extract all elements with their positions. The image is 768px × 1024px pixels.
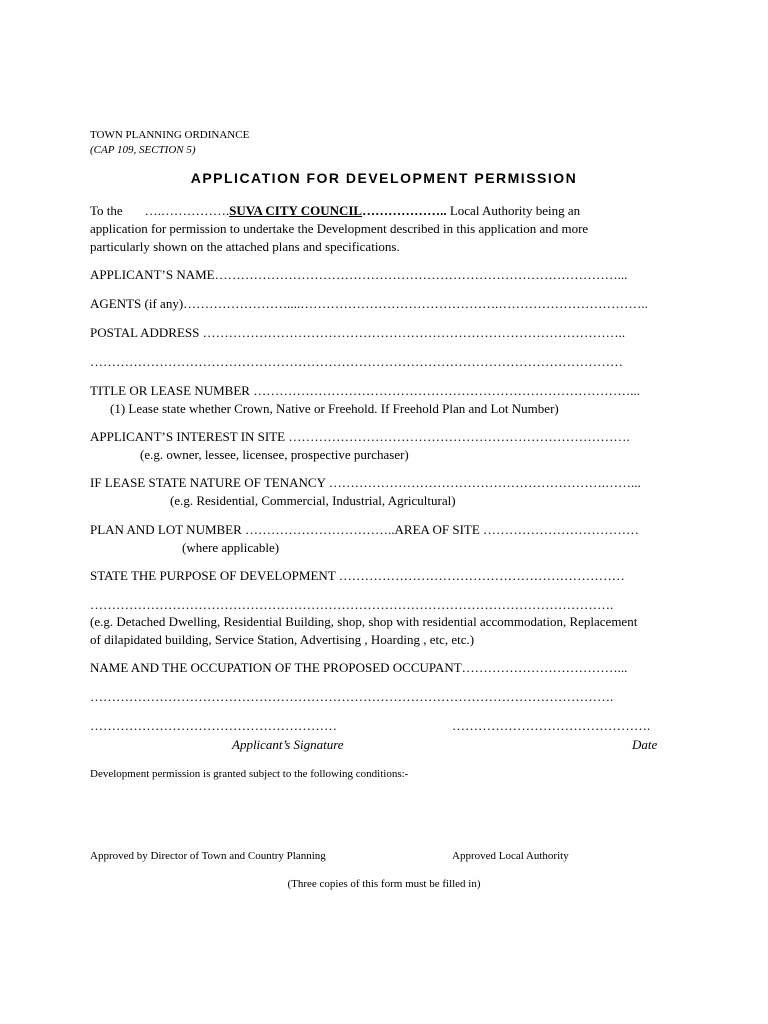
intro-dots-after: ………………..	[362, 203, 450, 218]
purpose-field[interactable]: STATE THE PURPOSE OF DEVELOPMENT …………………………………………………………	[90, 568, 625, 583]
plan-lot-note: (where applicable)	[182, 540, 280, 555]
intro-to-the: To the	[90, 203, 123, 218]
intro-line-3: particularly shown on the attached plans and specifications.	[90, 239, 400, 254]
form-title: APPLICATION FOR DEVELOPMENT PERMISSION	[190, 170, 578, 186]
date-label: Date	[632, 737, 658, 752]
occupant-field[interactable]: NAME AND THE OCCUPATION OF THE PROPOSED OCCUPANT………………………………...	[90, 660, 628, 675]
copies-note: (Three copies of this form must be filled in)	[287, 878, 481, 890]
plan-lot-field[interactable]: PLAN AND LOT NUMBER ……………………………..AREA OF SITE ………………………………	[90, 522, 640, 537]
intro-rest: Local Authority being an	[449, 203, 581, 218]
ordinance-heading: TOWN PLANNING ORDINANCE	[90, 129, 250, 141]
tenancy-note: (e.g. Residential, Commercial, Industrial, Agricultural)	[170, 493, 456, 508]
postal-address-field[interactable]: POSTAL ADDRESS ……………………………………………………………………………………..	[90, 325, 626, 340]
approved-local-authority: Approved Local Authority	[452, 850, 569, 862]
purpose-continuation[interactable]: ………………………………………………………………………………………………………….	[90, 597, 614, 612]
purpose-note-line-1: (e.g. Detached Dwelling, Residential Building, shop, shop with residential accommodation, Replacement	[90, 614, 638, 629]
council-name: SUVA CITY COUNCIL	[229, 203, 363, 218]
purpose-note-line-2: of dilapidated building, Service Station, Advertising , Hoarding , etc, etc.)	[90, 632, 475, 647]
applicant-name-field[interactable]: APPLICANT’S NAME…………………………………………………………………………………...	[90, 267, 628, 282]
approved-by-director: Approved by Director of Town and Country Planning	[90, 850, 326, 862]
occupant-continuation[interactable]: ………………………………………………………………………………………………………….	[90, 689, 614, 704]
tenancy-field[interactable]: IF LEASE STATE NATURE OF TENANCY ……………………………………………………….……...	[90, 475, 641, 490]
intro-line-1	[90, 203, 580, 219]
intro-line-2: application for permission to undertake the Development described in this application and more	[90, 221, 589, 236]
intro-dots-before: ….…………….	[144, 203, 230, 218]
title-lease-note: (1) Lease state whether Crown, Native or Freehold. If Freehold Plan and Lot Number)	[110, 401, 559, 416]
agents-field[interactable]: AGENTS (if any)……………………....……………………………………….……………………………..	[90, 296, 648, 311]
conditions-text: Development permission is granted subject to the following conditions:-	[90, 768, 409, 780]
applicant-interest-note: (e.g. owner, lessee, licensee, prospective purchaser)	[140, 447, 409, 462]
title-lease-field[interactable]: TITLE OR LEASE NUMBER ……………………………………………………………………………...	[90, 383, 640, 398]
signature-line[interactable]: …………………………………………………	[90, 718, 337, 733]
ordinance-section: (CAP 109, SECTION 5)	[90, 144, 196, 156]
postal-address-continuation[interactable]: ……………………………………………………………………………………………………………	[90, 354, 623, 369]
date-line[interactable]: ……………………………………….	[452, 718, 651, 733]
signature-label: Applicant’s Signature	[232, 737, 344, 752]
applicant-interest-field[interactable]: APPLICANT’S INTEREST IN SITE …………………………………………………………………….	[90, 429, 630, 444]
